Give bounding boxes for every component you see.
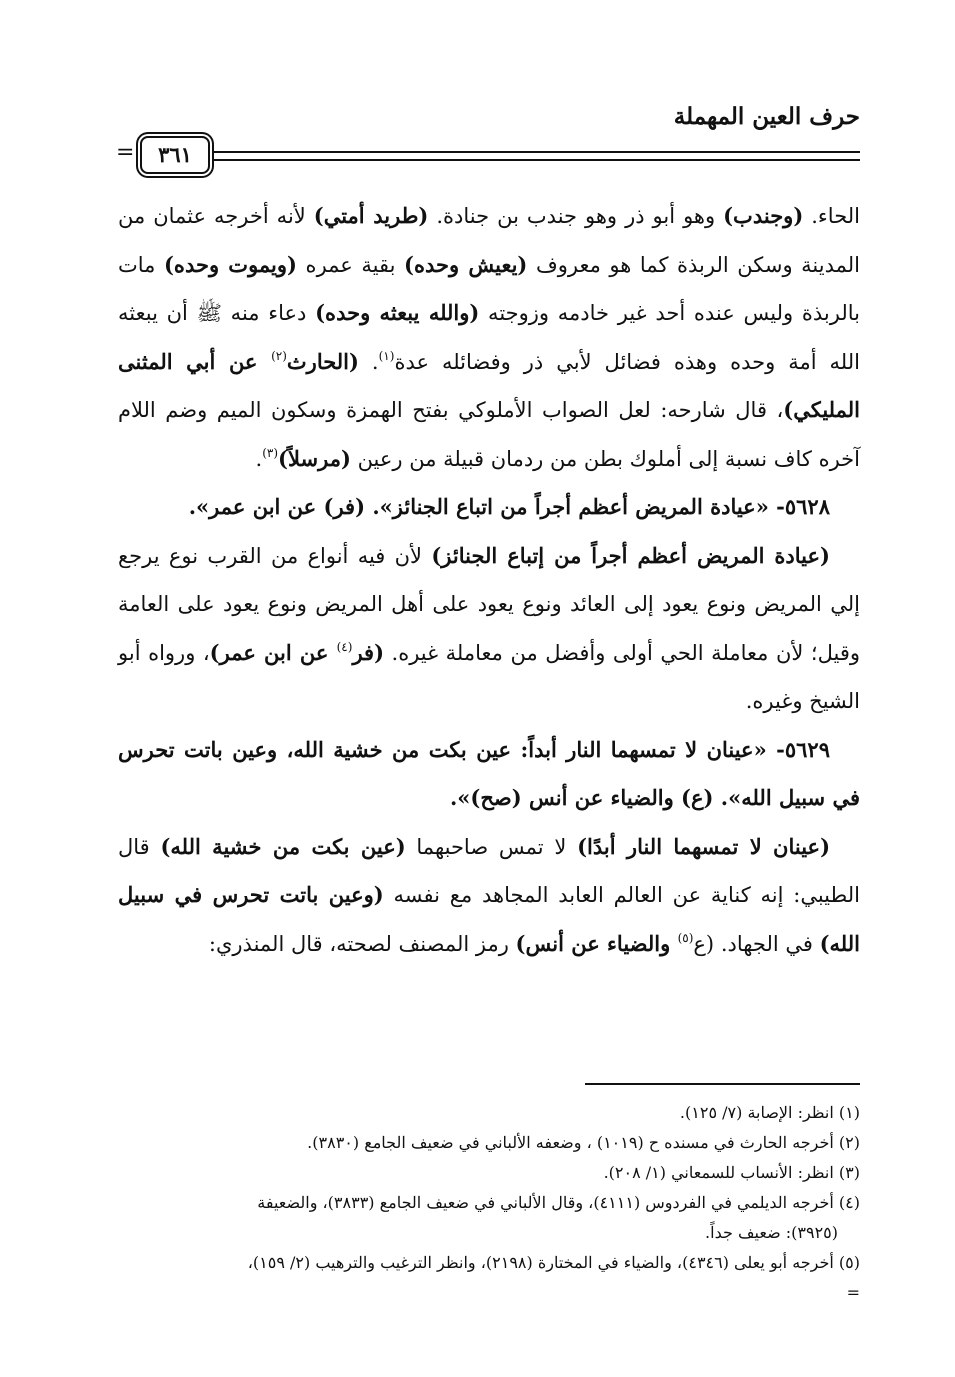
- hadith-5629: ٥٦٢٩- «عينان لا تمسهما النار أبداً: عين بكت من خشية الله، وعين باتت تحرس في سبيل الله». (ع) والضياء عن أنس (صح)».: [118, 736, 860, 810]
- header-double-rule: [212, 151, 860, 161]
- running-title: حرف العين المهملة: [673, 103, 860, 130]
- footnote-2: (٢) أخرجه الحارث في مسنده ح (١٠١٩) ، وضعفه الألباني في ضعيف الجامع (٣٨٣٠).: [307, 1133, 860, 1152]
- footnote-ref-5[interactable]: (٥): [677, 930, 694, 945]
- footnote-3: (٣) انظر: الأنساب للسمعاني (١/ ٢٠٨).: [603, 1163, 860, 1182]
- footnote-4: (٤) أخرجه الديلمي في الفردوس (٤١١١)، وقال الألباني في ضعيف الجامع (٣٨٣٣)، والضعيفة: [257, 1193, 860, 1212]
- footnote-4-continued: (٣٩٢٥): ضعيف جداً.: [705, 1223, 838, 1242]
- hadith-5628: ٥٦٢٨- «عيادة المريض أعظم أجراً من اتباع الجنائز». (فر) عن ابن عمر».: [188, 494, 830, 519]
- footnote-ref-4[interactable]: (٤): [336, 639, 353, 654]
- footnote-ref-3[interactable]: (٣): [262, 445, 279, 460]
- page-number: ٣٦١: [140, 136, 210, 174]
- footnotes: [118, 1098, 860, 1308]
- footnote-ref-1[interactable]: (١): [378, 348, 395, 363]
- paragraph-commentary-3: (عينان لا تمسهما النار أبدًا) لا تمس صاحبهما (عين بكت من خشية الله) قال الطيبي: إنه كناية عن العالم العابد المجاهد مع نفسه (وعين باتت تحرس في سبيل الله) في الجهاد. (ع$^{(٥)}$ والضياء عن أنس) رمز المصنف لصحته، قال المنذري:: [118, 833, 860, 956]
- paragraph-commentary-1: الحاء. (وجندب) وهو أبو ذر وهو جندب بن جنادة. (طريد أمتي) لأنه أخرجه عثمان من المدينة وسكن الربذة كما هو معروف (يعيش وحده) بقية عمره (ويموت وحده) مات بالربذة وليس عنده أحد غير خادمه وزوجته (والله يبعثه وحده) دعاء منه ﷺ أن يبعثه الله أمة وحده وهذه فضائل لأبي ذر وفضائله عدة$^{(١)}$. (الحارث$^{(٢)}$ عن أبي المثنى المليكي)، قال شارحه: لعل الصواب الأملوكي بفتح الهمزة وسكون الميم وضم اللام آخره كاف نسبة إلى أملوك بطن من ردمان قبيلة من رعين (مرسلاً)$^{(٣)}$.: [118, 203, 861, 471]
- footnote-1: (١) انظر: الإصابة (٧/ ١٢٥).: [679, 1103, 860, 1122]
- footnote-5-continuation-mark: =: [846, 1283, 860, 1302]
- footnote-5: (٥) أخرجه أبو يعلى (٤٣٤٦)، والضياء في المختارة (٢١٩٨)، وانظر الترغيب والترهيب (٢/ ١٥٩)،: [247, 1253, 860, 1272]
- main-text: [118, 192, 860, 968]
- paragraph-commentary-2: (عيادة المريض أعظم أجراً من إتباع الجنائز) لأن فيه أنواع من القرب نوع يرجع إلي المريض ونوع يعود إلى العائد ونوع يعود على أهل المريض ونوع يعود على العامة وقيل؛ لأن معاملة الحي أولى وأفضل من معاملة غيره. (فر$^{(٤)}$ عن ابن عمر)، ورواه أبو الشيخ وغيره.: [118, 542, 861, 713]
- header-continuation-mark: =: [116, 140, 135, 165]
- footnote-separator: [585, 1083, 860, 1085]
- footnote-ref-2[interactable]: (٢): [271, 348, 287, 363]
- header-rule-row: [116, 136, 860, 176]
